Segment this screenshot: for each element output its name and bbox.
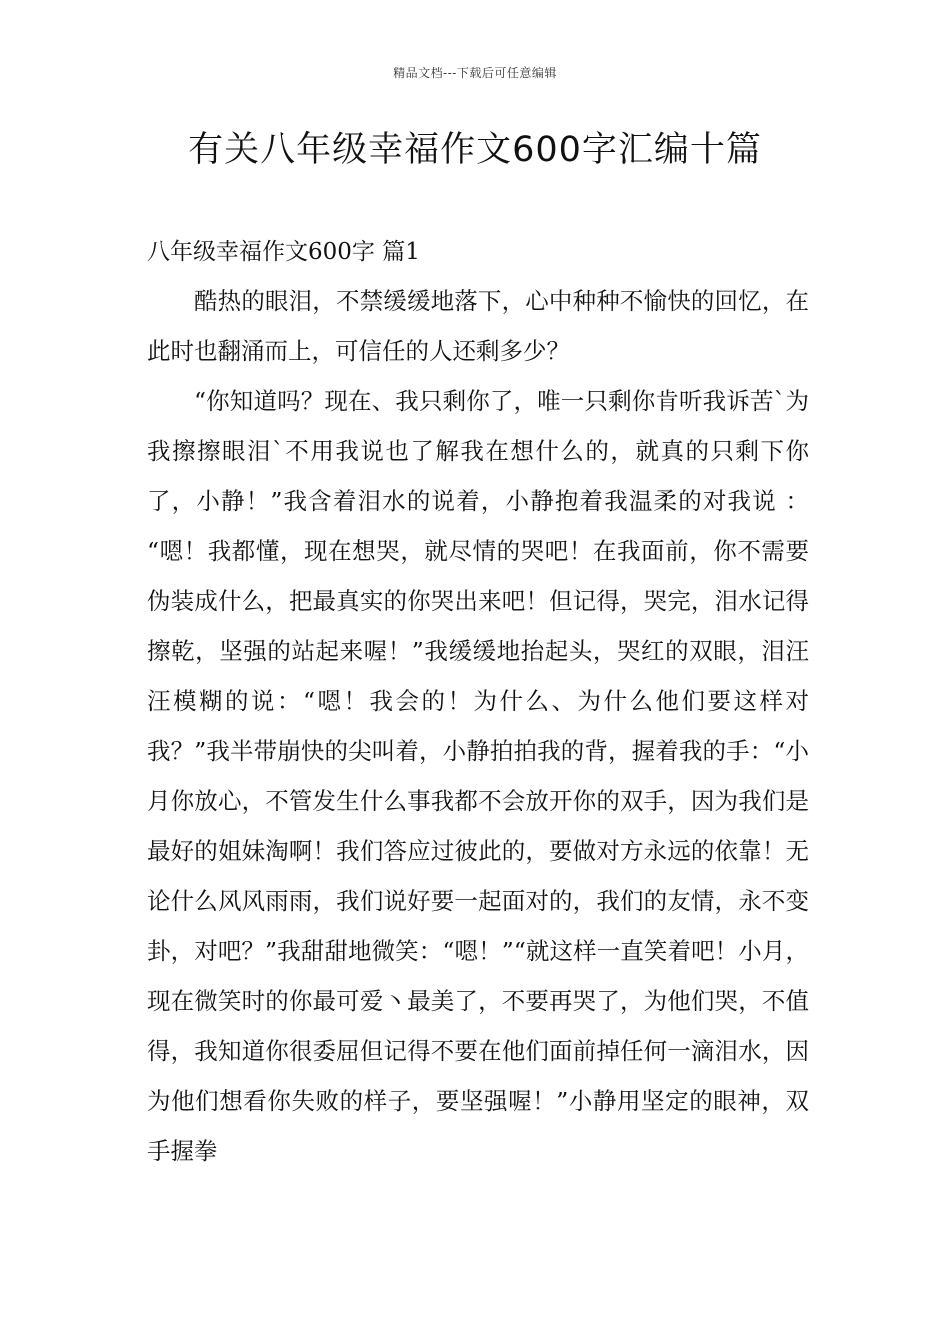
section-heading: 八年级幸福作文600字 篇1 — [147, 239, 420, 265]
document-title: 有关八年级幸福作文600字汇编十篇 — [188, 130, 762, 170]
paragraph: “你知道吗？现在、我只剩你了，唯一只剩你肯听我诉苦`为我擦擦眼泪`不用我说也了解我在想什么的，就真的只剩下你了，小静！”我含着泪水的说着，小静抱着我温柔的对我说 ： “嗯！我都懂，现在想哭，就尽情的哭吧！在我面前，你不需要伪装成什么，把最真实的你哭出来吧！但记得，哭完，泪水记得擦乾，坚强的站起来喔！”我缓缓地抬起头，哭红的双眼，泪汪汪模糊的说：“嗯！我会的！为什么、为什么他们要这样对我？”我半带崩快的尖叫着，小静拍拍我的背，握着我的手：“小月你放心，不管发生什么事我都不会放开你的双手，因为我们是最好的姐妹淘啊！我们答应过彼此的，要做对方永远的依靠！无论什么风风雨雨，我们说好要一起面对的，我们的友情，永不变卦，对吧？”我甜甜地微笑：“嗯！”“就这样一直笑着吧！小月，现在微笑时的你最可爱丶最美了，不要再哭了，为他们哭，不值得，我知道你很委屈但记得不要在他们面前掉任何一滴泪水，因为他们想看你失败的样子，要坚强喔！”小静用坚定的眼神，双手握拳 — [147, 387, 809, 1165]
header-note: 精品文档---下载后可任意编辑 — [393, 66, 557, 80]
article-body — [147, 276, 809, 1176]
paragraph: 酷热的眼泪，不禁缓缓地落下，心中种种不愉快的回忆，在此时也翻涌而上，可信任的人还剩多少？ — [147, 287, 809, 365]
